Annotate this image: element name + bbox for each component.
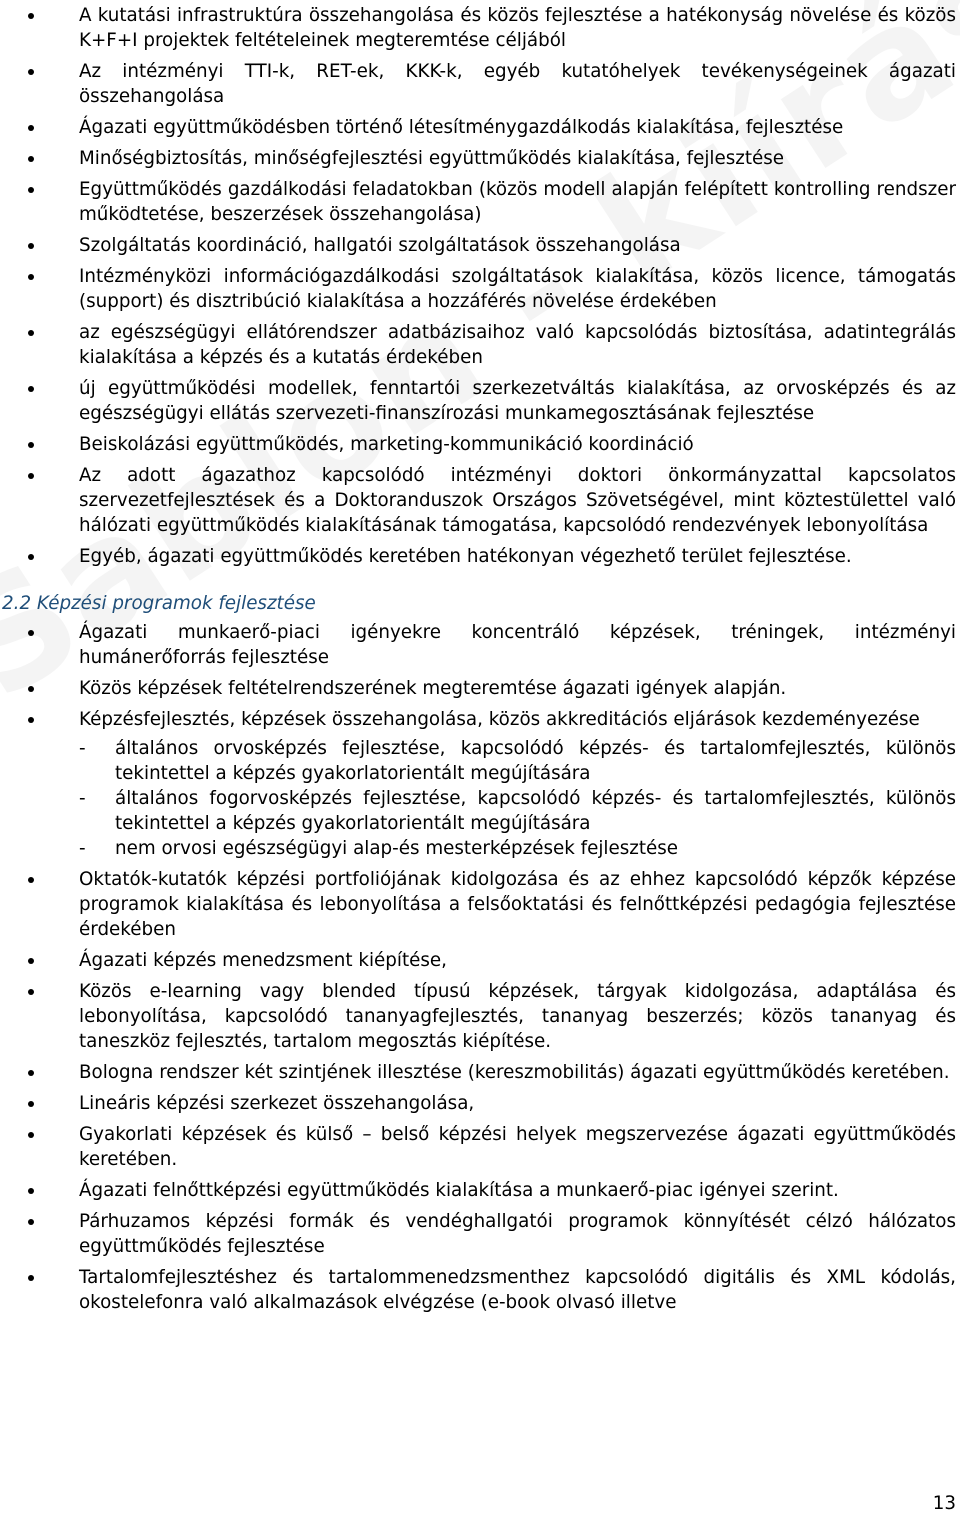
list-item: Oktatók-kutatók képzési portfoliójának kidolgozása és az ehhez kapcsolódó képzők képzése programok kialakítása és lebonyolítása a felsőoktatási és felnőttképzési pedagógia fejlesztése érdekében bbox=[79, 869, 956, 940]
list-item-with-sublist bbox=[79, 707, 956, 861]
bullet-list-training bbox=[0, 620, 960, 861]
list-item: Egyéb, ágazati együttműködés keretében hatékonyan végezhető terület fejlesztése. bbox=[79, 544, 956, 569]
list-item: A kutatási infrastruktúra összehangolása és közös fejlesztése a hatékonyság növelése és közös K+F+I projektek feltételeinek megteremtése céljából bbox=[79, 5, 956, 51]
bullet-list-cooperation bbox=[0, 0, 960, 569]
list-item: Ágazati munkaerő-piaci igényekre koncentráló képzések, tréningek, intézményi humánerőforrás fejlesztése bbox=[79, 622, 956, 668]
list-item: Lineáris képzési szerkezet összehangolása, bbox=[79, 1091, 956, 1116]
page-number: 13 bbox=[932, 1493, 956, 1514]
list-item: Szolgáltatás koordináció, hallgatói szolgáltatások összehangolása bbox=[79, 233, 956, 258]
list-item: Közös képzések feltételrendszerének megteremtése ágazati igények alapján. bbox=[79, 676, 956, 701]
dash-sublist bbox=[79, 736, 956, 861]
sublist-item: - általános fogorvosképzés fejlesztése, kapcsolódó képzés- és tartalomfejlesztés, különös tekintettel a képzés gyakorlatorientált megújítására bbox=[115, 786, 956, 836]
list-item: Ágazati együttműködésben történő létesítménygazdálkodás kialakítása, fejlesztése bbox=[79, 115, 956, 140]
list-item: Együttműködés gazdálkodási feladatokban (közös modell alapján felépített kontrolling rendszer működtetése, beszerzések összehangolása) bbox=[79, 179, 956, 225]
sublist-item: - általános orvosképzés fejlesztése, kapcsolódó képzés- és tartalomfejlesztés, különös tekintettel a képzés gyakorlatorientált megújítására bbox=[115, 736, 956, 786]
list-item: új együttműködési modellek, fenntartói szerkezetváltás kialakítása, az orvosképzés és az egészségügyi ellátás szervezeti-finanszírozási munkamegosztásának fejlesztése bbox=[79, 378, 956, 424]
sublist-item: - nem orvosi egészségügyi alap-és mesterképzések fejlesztése bbox=[115, 836, 956, 861]
list-item: Beiskolázási együttműködés, marketing-kommunikáció koordináció bbox=[79, 432, 956, 457]
list-item: az egészségügyi ellátórendszer adatbázisaihoz való kapcsolódás biztosítása, adatintegrálás kialakítása a képzés és a kutatás érdekében bbox=[79, 322, 956, 368]
list-item: Bologna rendszer két szintjének illesztése (kereszmobilitás) ágazati együttműködés keretében. bbox=[79, 1060, 956, 1085]
list-item: Az adott ágazathoz kapcsolódó intézményi doktori önkormányzattal kapcsolatos szervezetfejlesztések és a Doktoranduszok Országos Szövetségével, mint köztestülettel való hálózati együttműködés kialakításának támogatása, kapcsolódó rendezvények lebonyolítása bbox=[79, 465, 956, 536]
list-item-text: Képzésfejlesztés, képzések összehangolása, közös akkreditációs eljárások kezdeményezése bbox=[79, 709, 920, 730]
list-item: Tartalomfejlesztéshez és tartalommenedzsmenthez kapcsolódó digitális és XML kódolás, okostelefonra való alkalmazások elvégzése (e-book olvasó illetve bbox=[79, 1267, 956, 1313]
list-item: Intézményközi információgazdálkodási szolgáltatások kialakítása, közös licence, támogatás (support) és disztribúció kialakítása a hozzáférés növelése érdekében bbox=[79, 266, 956, 312]
list-item: Minőségbiztosítás, minőségfejlesztési együttműködés kialakítása, fejlesztése bbox=[79, 146, 956, 171]
list-item: Gyakorlati képzések és külső – belső képzési helyek megszervezése ágazati együttműködés keretében. bbox=[79, 1124, 956, 1170]
list-item: Párhuzamos képzési formák és vendéghallgatói programok könnyítését célzó hálózatos együttműködés fejlesztése bbox=[79, 1211, 956, 1257]
list-item: Az intézményi TTI-k, RET-ek, KKK-k, egyéb kutatóhelyek tevékenységeinek ágazati összehangolása bbox=[79, 61, 956, 107]
section-heading: 2.2 Képzési programok fejlesztése bbox=[2, 593, 316, 614]
list-item: Ágazati képzés menedzsment kiépítése, bbox=[79, 948, 956, 973]
list-item: Ágazati felnőttképzési együttműködés kialakítása a munkaerő-piac igényei szerint. bbox=[79, 1178, 956, 1203]
list-item: Közös e-learning vagy blended típusú képzések, tárgyak kidolgozása, adaptálása és lebonyolítása, kapcsolódó tananyagfejlesztés, tananyag beszerzés; közös tananyag és taneszköz fejlesztés, tartalom megosztás kiépítése. bbox=[79, 981, 956, 1052]
bullet-list-training-continued bbox=[0, 867, 960, 1315]
